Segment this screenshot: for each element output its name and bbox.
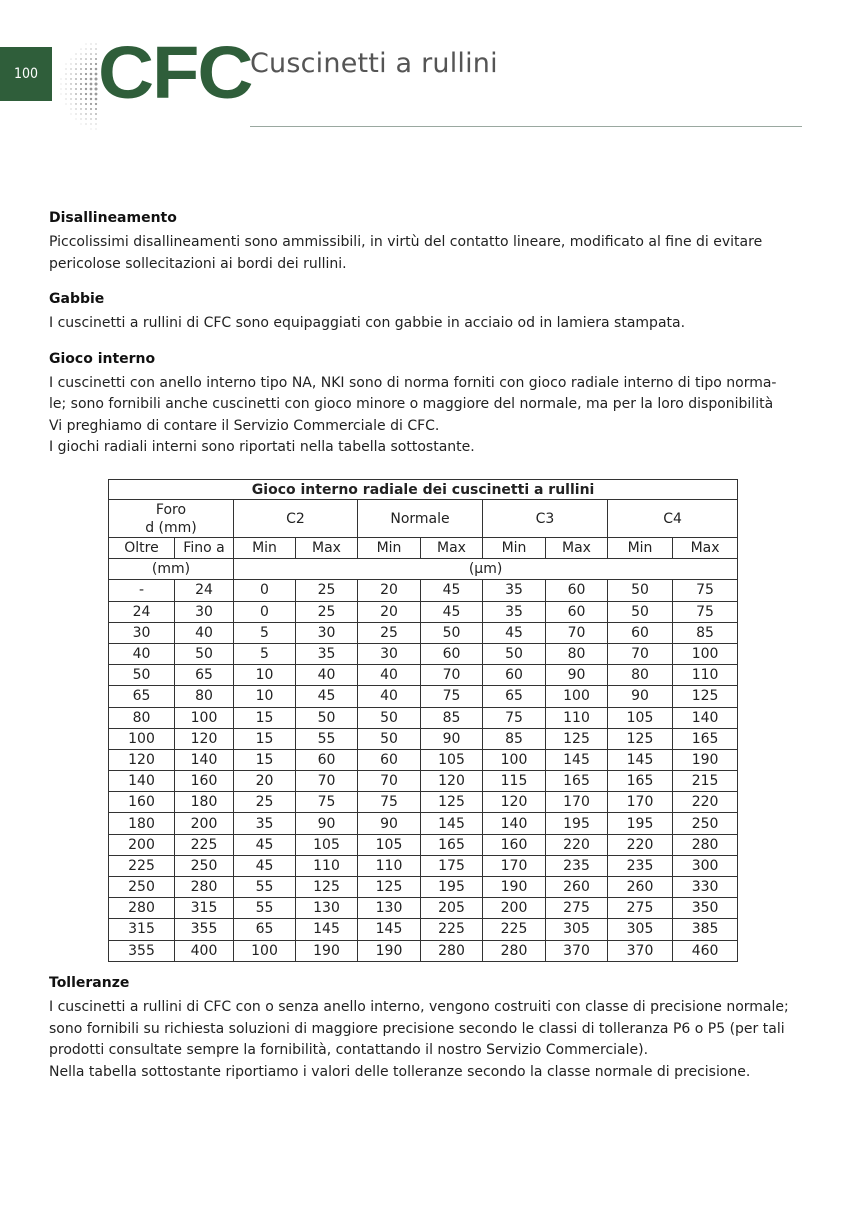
table-cell: 70: [358, 771, 421, 792]
table-cell: 125: [673, 686, 738, 707]
table-row: [109, 898, 738, 919]
bore-header-line: Foro: [155, 501, 187, 518]
table-cell: 75: [483, 707, 546, 728]
table-cell: 60: [483, 665, 546, 686]
column-header: Max: [296, 538, 358, 559]
section-heading: Disallineamento: [49, 210, 177, 226]
table-cell: 25: [296, 580, 358, 601]
table-cell: 40: [358, 665, 421, 686]
table-cell: 50: [296, 707, 358, 728]
table-cell: 260: [608, 877, 673, 898]
table-cell: 140: [483, 813, 546, 834]
table-cell: 165: [673, 728, 738, 749]
table-cell: 90: [296, 813, 358, 834]
table-cell: 355: [109, 940, 175, 961]
table-cell: 250: [673, 813, 738, 834]
table-cell: 75: [673, 601, 738, 622]
table-cell: 50: [608, 601, 673, 622]
table-cell: 105: [608, 707, 673, 728]
table-cell: 60: [608, 622, 673, 643]
group-header: Normale: [358, 500, 483, 538]
table-cell: 280: [673, 834, 738, 855]
table-cell: 280: [421, 940, 483, 961]
table-cell: 100: [483, 749, 546, 770]
table-cell: 90: [546, 665, 608, 686]
table-cell: 45: [296, 686, 358, 707]
table-cell: 25: [358, 622, 421, 643]
table-cell: 205: [421, 898, 483, 919]
table-cell: 80: [175, 686, 234, 707]
clearance-table: [108, 479, 738, 962]
table-cell: 120: [483, 792, 546, 813]
table-cell: 70: [546, 622, 608, 643]
table-cell: 105: [358, 834, 421, 855]
table-cell: 10: [234, 665, 296, 686]
table-cell: 125: [296, 877, 358, 898]
column-header: Min: [483, 538, 546, 559]
table-cell: 35: [483, 601, 546, 622]
table-cell: 30: [358, 643, 421, 664]
group-header: C4: [608, 500, 738, 538]
table-cell: 115: [483, 771, 546, 792]
paragraph-line: pericolose sollecitazioni ai bordi dei rullini.: [49, 255, 347, 272]
table-cell: 280: [483, 940, 546, 961]
table-cell: 105: [421, 749, 483, 770]
table-cell: 75: [421, 686, 483, 707]
column-header: Max: [673, 538, 738, 559]
table-cell: 140: [175, 749, 234, 770]
table-cell: 75: [358, 792, 421, 813]
table-cell: 40: [296, 665, 358, 686]
table-cell: 305: [608, 919, 673, 940]
group-header: C2: [234, 500, 358, 538]
table-cell: 90: [608, 686, 673, 707]
table-row: [109, 728, 738, 749]
bore-header: [109, 500, 234, 538]
table-cell: 100: [546, 686, 608, 707]
table-cell: 300: [673, 855, 738, 876]
table-cell: 65: [109, 686, 175, 707]
table-cell: 275: [546, 898, 608, 919]
table-cell: 110: [358, 855, 421, 876]
table-cell: 200: [175, 813, 234, 834]
table-cell: 65: [234, 919, 296, 940]
bore-header-line: d (mm): [145, 519, 197, 536]
table-cell: 100: [673, 643, 738, 664]
table-cell: 65: [483, 686, 546, 707]
table-cell: 45: [483, 622, 546, 643]
table-cell: -: [109, 580, 175, 601]
table-cell: 60: [546, 580, 608, 601]
table-row: [109, 686, 738, 707]
section-heading: Gioco interno: [49, 350, 156, 367]
logo: CFC: [98, 31, 252, 114]
table-cell: 50: [421, 622, 483, 643]
table-cell: 35: [296, 643, 358, 664]
table-cell: 110: [296, 855, 358, 876]
table-cell: 190: [296, 940, 358, 961]
table-cell: 30: [109, 622, 175, 643]
paragraph-line: I cuscinetti con anello interno tipo NA, NKI sono di norma forniti con gioco radiale interno di tipo norma-: [49, 374, 777, 391]
paragraph-line: I cuscinetti a rullini di CFC con o senza anello interno, vengono costruiti con classe di precisione normale;: [49, 999, 789, 1015]
table-cell: 195: [546, 813, 608, 834]
table-cell: 215: [673, 771, 738, 792]
table-cell: 220: [608, 834, 673, 855]
table-cell: 350: [673, 898, 738, 919]
table-cell: 40: [175, 622, 234, 643]
table-cell: 250: [175, 855, 234, 876]
table-row: [109, 601, 738, 622]
table-cell: 30: [296, 622, 358, 643]
table-cell: 315: [109, 919, 175, 940]
table-cell: 140: [109, 771, 175, 792]
table-cell: 0: [234, 580, 296, 601]
table-cell: 45: [421, 580, 483, 601]
column-header: Max: [421, 538, 483, 559]
table-row: [109, 580, 738, 601]
table-row: [109, 834, 738, 855]
table-cell: 280: [175, 877, 234, 898]
table-cell: 225: [109, 855, 175, 876]
table-cell: 75: [673, 580, 738, 601]
table-cell: 385: [673, 919, 738, 940]
table-cell: 20: [358, 580, 421, 601]
section-disallineamento: [49, 210, 814, 275]
paragraph-line: Nella tabella sottostante riportiamo i valori delle tolleranze secondo la classe normale di precisione.: [49, 1063, 751, 1080]
table-cell: 15: [234, 707, 296, 728]
table-cell: 195: [421, 877, 483, 898]
content: [49, 210, 814, 459]
table-cell: 200: [483, 898, 546, 919]
column-header: Oltre: [109, 538, 175, 559]
table-cell: 90: [421, 728, 483, 749]
table-cell: 175: [421, 855, 483, 876]
table-cell: 40: [358, 686, 421, 707]
table-row: [109, 877, 738, 898]
table-cell: 120: [175, 728, 234, 749]
table-cell: 55: [296, 728, 358, 749]
section-heading: Tolleranze: [49, 975, 130, 991]
table-cell: 25: [234, 792, 296, 813]
group-header: C3: [483, 500, 608, 538]
table-cell: 0: [234, 601, 296, 622]
table-cell: 120: [109, 749, 175, 770]
table-cell: 35: [483, 580, 546, 601]
table-cell: 80: [546, 643, 608, 664]
unit-mm: (mm): [109, 559, 234, 580]
paragraph-line: I giochi radiali interni sono riportati nella tabella sottostante.: [49, 439, 475, 455]
table-cell: 165: [546, 771, 608, 792]
table-cell: 45: [234, 855, 296, 876]
header-divider: [250, 126, 802, 127]
table-cell: 235: [608, 855, 673, 876]
table-cell: 40: [109, 643, 175, 664]
table-cell: 20: [358, 601, 421, 622]
column-header: Min: [234, 538, 296, 559]
table-row: [109, 813, 738, 834]
table-cell: 160: [109, 792, 175, 813]
table-cell: 24: [109, 601, 175, 622]
table-row: [109, 771, 738, 792]
table-cell: 145: [546, 749, 608, 770]
paragraph-line: sono fornibili su richiesta soluzioni di maggiore precisione secondo le classi di tolleranza P6 o P5 (per tali: [49, 1020, 785, 1037]
table-cell: 70: [421, 665, 483, 686]
table-cell: 125: [546, 728, 608, 749]
table-cell: 45: [421, 601, 483, 622]
table-row: [109, 665, 738, 686]
table-cell: 160: [483, 834, 546, 855]
table-cell: 15: [234, 728, 296, 749]
table-cell: 80: [608, 665, 673, 686]
page-title: Cuscinetti a rullini: [250, 48, 498, 79]
table-cell: 70: [608, 643, 673, 664]
table-cell: 145: [296, 919, 358, 940]
table-cell: 45: [234, 834, 296, 855]
table-cell: 170: [546, 792, 608, 813]
table-cell: 60: [358, 749, 421, 770]
section-gioco-interno: [49, 351, 814, 459]
table-cell: 65: [175, 665, 234, 686]
table-cell: 100: [234, 940, 296, 961]
paragraph-line: I cuscinetti a rullini di CFC sono equipaggiati con gabbie in acciaio od in lamiera stampata.: [49, 315, 686, 331]
table-cell: 170: [483, 855, 546, 876]
table-cell: 220: [673, 792, 738, 813]
table-row: [109, 792, 738, 813]
paragraph-line: Piccolissimi disallineamenti sono ammissibili, in virtù del contatto lineare, modificato al fine di evitare: [49, 234, 763, 250]
table-cell: 225: [421, 919, 483, 940]
table-cell: 235: [546, 855, 608, 876]
table-cell: 50: [608, 580, 673, 601]
table-cell: 145: [358, 919, 421, 940]
table-cell: 50: [483, 643, 546, 664]
table-cell: 110: [673, 665, 738, 686]
table-cell: 130: [296, 898, 358, 919]
column-header: Min: [608, 538, 673, 559]
table-cell: 35: [234, 813, 296, 834]
table-cell: 130: [358, 898, 421, 919]
table-cell: 50: [358, 728, 421, 749]
table-cell: 10: [234, 686, 296, 707]
table-cell: 24: [175, 580, 234, 601]
table-cell: 50: [358, 707, 421, 728]
table-cell: 370: [608, 940, 673, 961]
table-cell: 50: [109, 665, 175, 686]
table-cell: 400: [175, 940, 234, 961]
table-cell: 260: [546, 877, 608, 898]
table-cell: 200: [109, 834, 175, 855]
table-cell: 60: [546, 601, 608, 622]
table-row: [109, 855, 738, 876]
table-cell: 85: [421, 707, 483, 728]
table-cell: 315: [175, 898, 234, 919]
table-cell: 100: [175, 707, 234, 728]
table-cell: 165: [421, 834, 483, 855]
section-heading: Gabbie: [49, 291, 105, 307]
table-caption: Gioco interno radiale dei cuscinetti a rullini: [109, 480, 738, 500]
section-tolleranze: [49, 975, 819, 1083]
column-header: Max: [546, 538, 608, 559]
table-cell: 125: [608, 728, 673, 749]
unit-row: [109, 559, 738, 580]
unit-um: (µm): [234, 559, 738, 580]
subheader-row: [109, 538, 738, 559]
table-cell: 355: [175, 919, 234, 940]
table-row: [109, 622, 738, 643]
table-cell: 50: [175, 643, 234, 664]
table-cell: 220: [546, 834, 608, 855]
table-cell: 225: [483, 919, 546, 940]
paragraph-line: le; sono fornibili anche cuscinetti con gioco minore o maggiore del normale, ma per la loro disponibilità: [49, 396, 774, 412]
page-number: 100: [0, 47, 52, 101]
table-cell: 280: [109, 898, 175, 919]
table-cell: 105: [296, 834, 358, 855]
table-cell: 140: [673, 707, 738, 728]
table-cell: 190: [358, 940, 421, 961]
table-row: [109, 707, 738, 728]
table-row: [109, 919, 738, 940]
table-cell: 160: [175, 771, 234, 792]
table-body: [109, 580, 738, 961]
table-cell: 100: [109, 728, 175, 749]
column-header: Fino a: [175, 538, 234, 559]
table-cell: 305: [546, 919, 608, 940]
table-cell: 30: [175, 601, 234, 622]
section-gabbie: [49, 291, 814, 335]
table-cell: 180: [175, 792, 234, 813]
paragraph-line: Vi preghiamo di contare il Servizio Commerciale di CFC.: [49, 417, 440, 434]
table-cell: 90: [358, 813, 421, 834]
table-cell: 5: [234, 643, 296, 664]
table-cell: 80: [109, 707, 175, 728]
table-cell: 120: [421, 771, 483, 792]
table-row: [109, 749, 738, 770]
table-cell: 225: [175, 834, 234, 855]
table-cell: 195: [608, 813, 673, 834]
table-cell: 125: [358, 877, 421, 898]
column-header: Min: [358, 538, 421, 559]
table-cell: 85: [673, 622, 738, 643]
table-cell: 145: [421, 813, 483, 834]
table-cell: 110: [546, 707, 608, 728]
table-row: [109, 940, 738, 961]
table-cell: 460: [673, 940, 738, 961]
table-cell: 25: [296, 601, 358, 622]
table-cell: 85: [483, 728, 546, 749]
table-cell: 145: [608, 749, 673, 770]
table-cell: 60: [296, 749, 358, 770]
table-cell: 330: [673, 877, 738, 898]
table-cell: 5: [234, 622, 296, 643]
table-cell: 60: [421, 643, 483, 664]
table-cell: 75: [296, 792, 358, 813]
table-cell: 180: [109, 813, 175, 834]
table-cell: 275: [608, 898, 673, 919]
table-cell: 190: [673, 749, 738, 770]
table-cell: 70: [296, 771, 358, 792]
paragraph-line: prodotti consultate sempre la fornibilità, contattando il nostro Servizio Commerciale).: [49, 1042, 649, 1058]
table-cell: 370: [546, 940, 608, 961]
table-cell: 190: [483, 877, 546, 898]
table-row: [109, 643, 738, 664]
table-cell: 125: [421, 792, 483, 813]
table-cell: 165: [608, 771, 673, 792]
table-cell: 55: [234, 898, 296, 919]
table-cell: 250: [109, 877, 175, 898]
table-cell: 20: [234, 771, 296, 792]
table-cell: 170: [608, 792, 673, 813]
table-cell: 55: [234, 877, 296, 898]
table-cell: 15: [234, 749, 296, 770]
